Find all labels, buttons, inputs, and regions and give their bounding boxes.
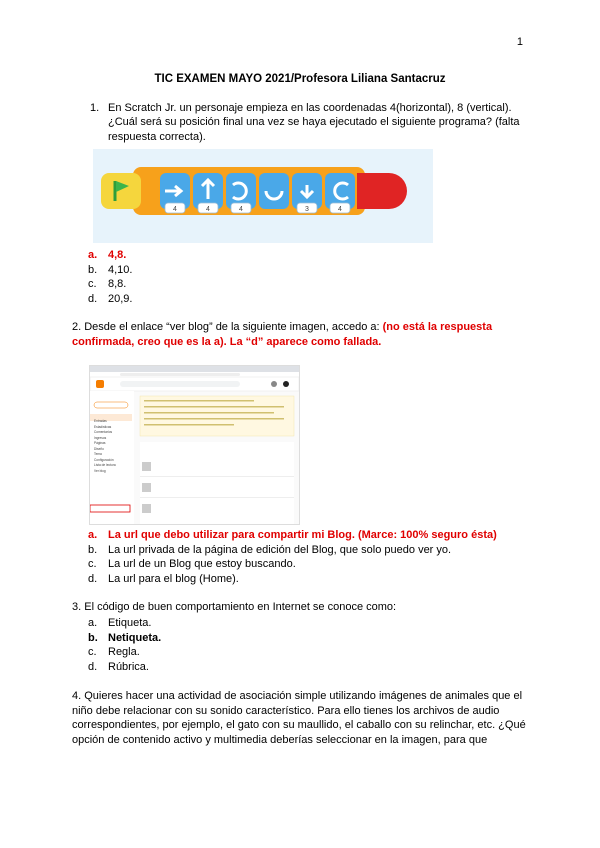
option-a: a. 4,8. — [88, 249, 127, 261]
question-2-note: (no está la respuesta confirmada, creo que es la a). La “d” aparece como fallada. — [72, 321, 493, 348]
document-title: TIC EXAMEN MAYO 2021/Profesora Liliana Santacruz — [154, 73, 446, 85]
blog-menu-item[interactable]: Ver blog — [94, 468, 106, 473]
question-2-text: 2. Desde el enlace “ver blog” de la siguiente imagen, accedo a: — [72, 321, 383, 333]
scratch-blocks — [93, 149, 433, 243]
option-a: a. Etiqueta. — [88, 617, 152, 629]
block-value: 4 — [173, 206, 177, 213]
question-3-text: 3. El código de buen comportamiento en Internet se conoce como: — [72, 601, 397, 613]
option-b: b. Netiqueta. — [88, 631, 162, 644]
option-a: a. La url que debo utilizar para compartir mi Blog. (Marce: 100% seguro ésta) — [88, 529, 497, 541]
question-3-options — [88, 616, 161, 674]
page-number: 1 — [516, 36, 523, 48]
scratch-program-image — [93, 149, 433, 243]
option-b: b. 4,10. — [88, 263, 133, 276]
question-2 — [72, 320, 532, 349]
question-4-text: 4. Quieres hacer una actividad de asociación simple utilizando imágenes de animales que el niño debe relacionar con su sonido característico. Para ello tienes los archivos de audio correspondientes, por ejemplo, el gato con su maullido, el caballo con su relinchar, etc. ¿Qué opción de contenido activo y multimedia deberías seleccionar en la imagen, para que — [72, 690, 526, 746]
block-value: 4 — [206, 206, 210, 213]
blog-menu-item[interactable]: Lista de lectura — [94, 463, 116, 467]
blog-menu-item[interactable]: Diseño — [94, 446, 104, 451]
blog-menu-item[interactable]: Configuración — [94, 457, 114, 462]
blog-menu-item[interactable]: Comentarios — [94, 430, 113, 434]
block-value: 3 — [305, 206, 309, 213]
blog-menu-item[interactable]: Estadísticas — [94, 424, 112, 429]
blog-menu-item[interactable]: Tema — [94, 452, 102, 456]
option-c: c. Regla. — [88, 646, 140, 659]
option-d: d. 20,9. — [88, 292, 133, 305]
blog-menu-item[interactable]: Ingresos — [94, 435, 107, 440]
question-1-options — [88, 248, 132, 306]
blogger-screenshot-image — [89, 365, 300, 525]
option-c: c. 8,8. — [88, 278, 127, 291]
question-1-number: 1. — [90, 102, 100, 114]
option-b: b. La url privada de la página de edición del Blog, que solo puedo ver yo. — [88, 543, 452, 556]
blogger-dashboard — [90, 366, 299, 524]
option-d: d. Rúbrica. — [88, 660, 149, 673]
blog-menu-item[interactable]: Entradas — [94, 419, 107, 423]
option-c: c. La url de un Blog que estoy buscando. — [88, 558, 296, 571]
block-value: 4 — [239, 206, 243, 213]
question-2-options — [88, 528, 497, 586]
block-value: 4 — [338, 206, 342, 213]
blog-menu-item[interactable]: Páginas — [94, 441, 106, 445]
question-1 — [90, 101, 538, 144]
question-1-text: En Scratch Jr. un personaje empieza en las coordenadas 4(horizontal), 8 (vertical). ¿Cuál será su posición final una vez se haya ejecutado el siguiente programa? (falta respuesta correcta). — [108, 102, 520, 143]
option-d: d. La url para el blog (Home). — [88, 572, 239, 585]
